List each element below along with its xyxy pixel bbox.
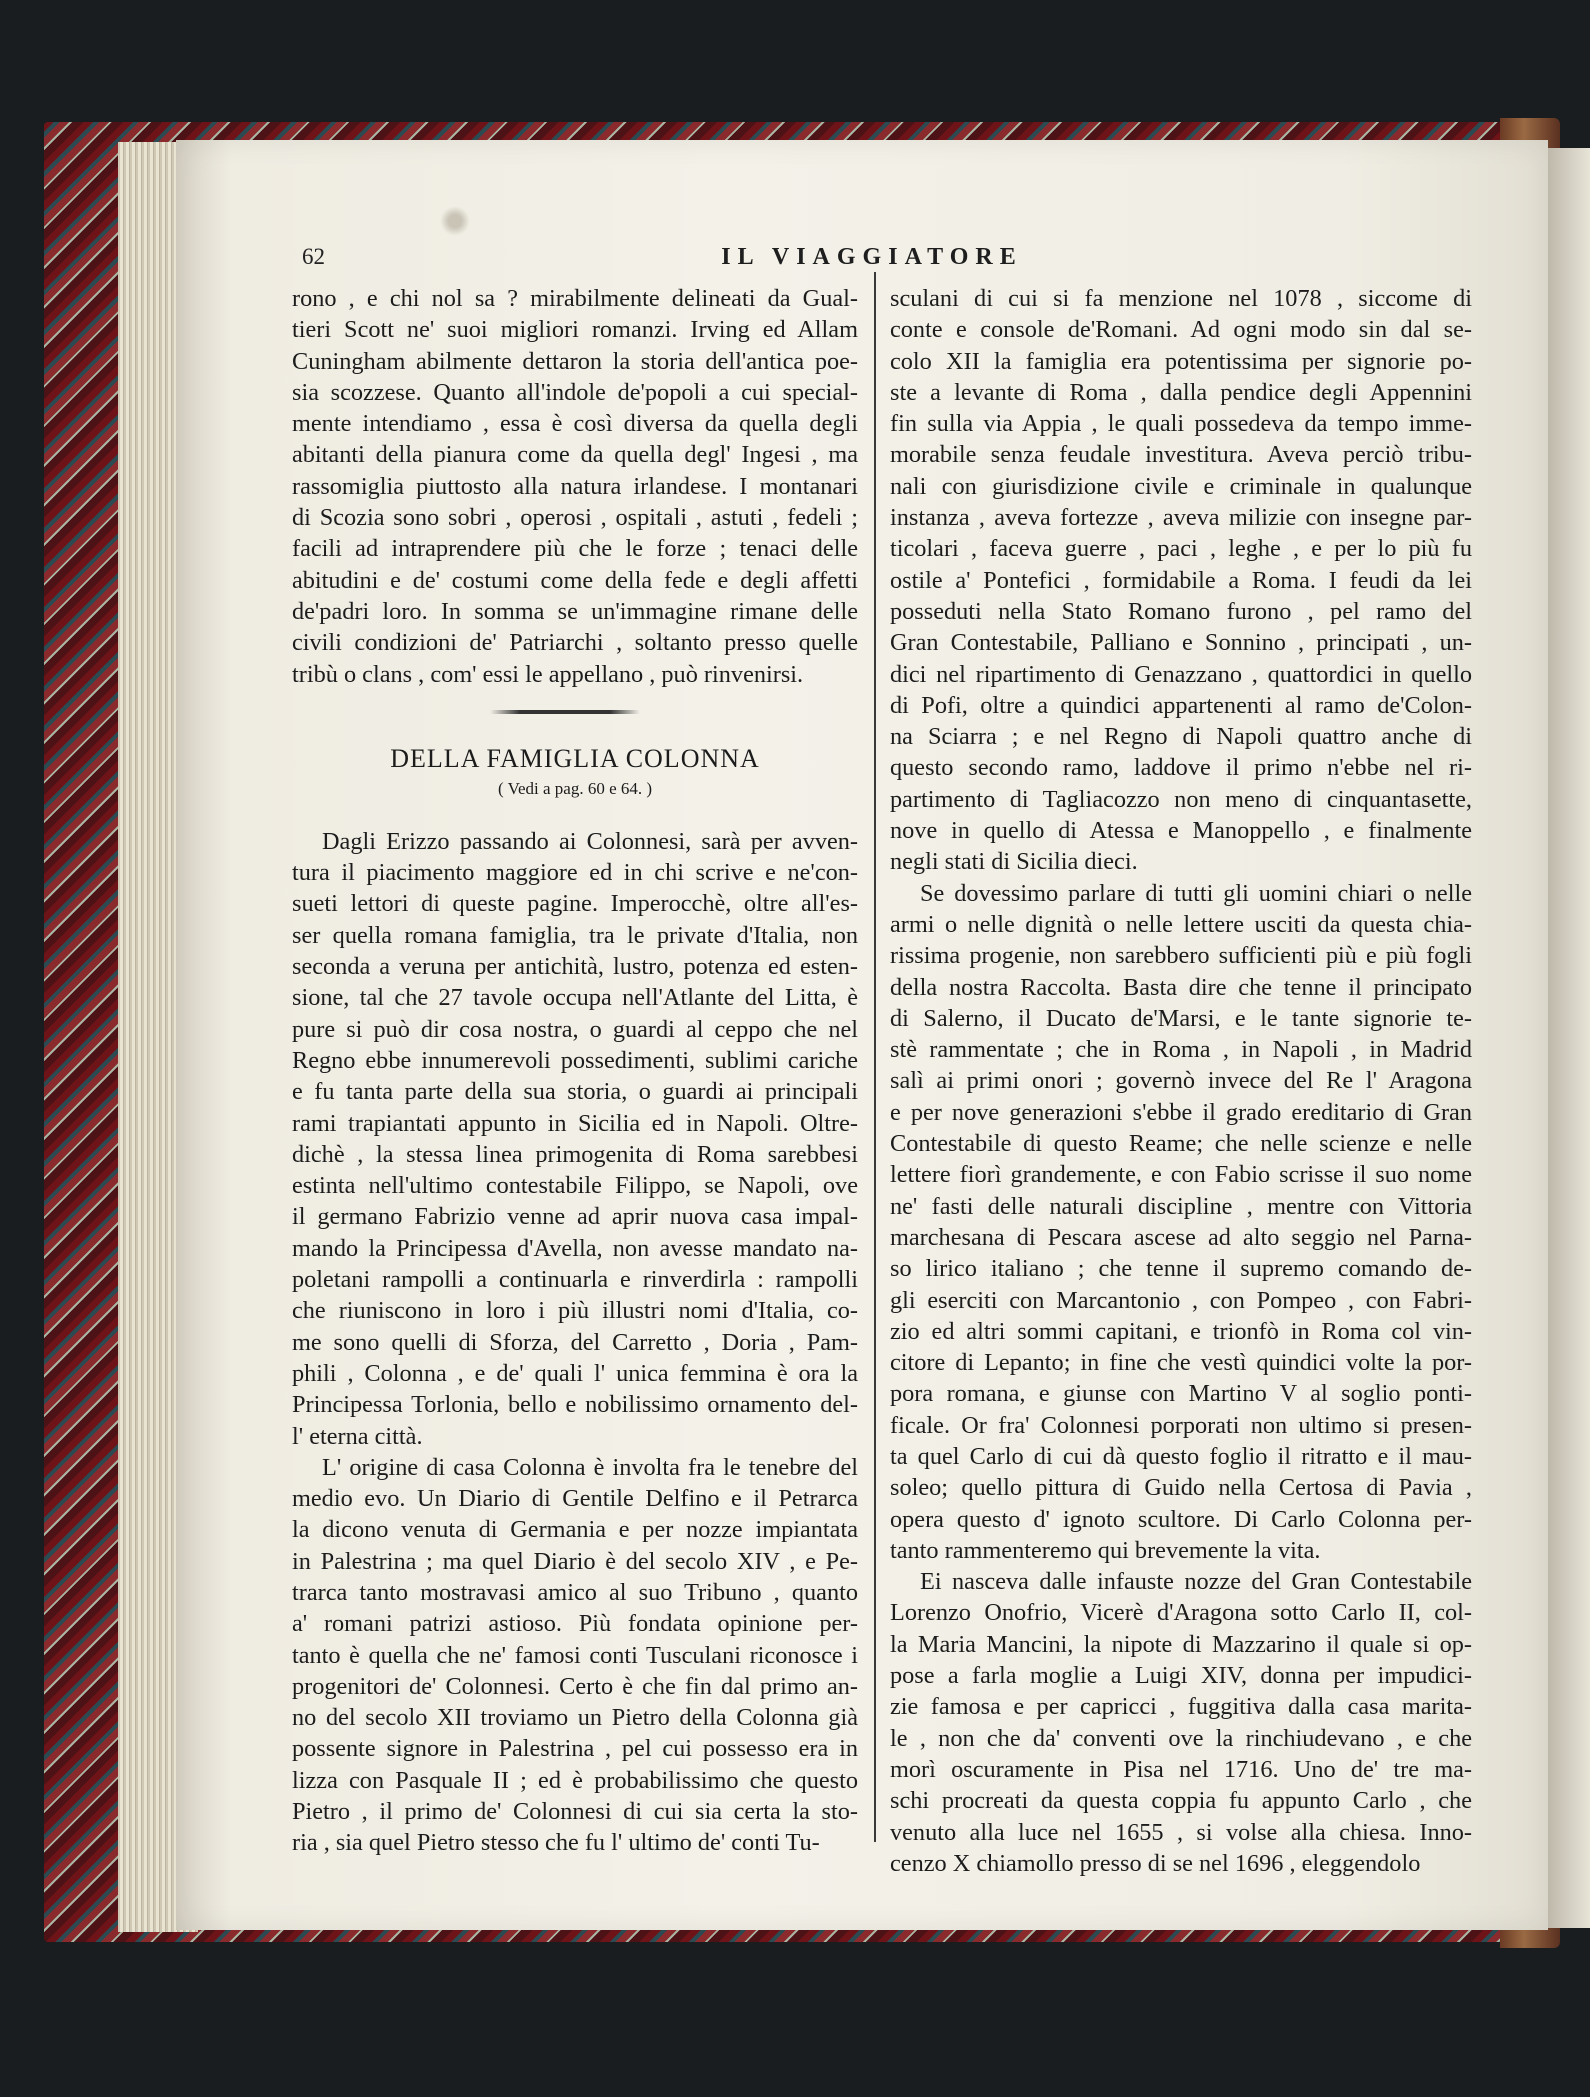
running-header bbox=[262, 242, 1482, 282]
text-line: la Maria Mancini, la nipote di Mazzarino il quale si op- bbox=[890, 1630, 1472, 1658]
text-line: le , non che da' conventi ove la rinchiudevano , e che bbox=[890, 1724, 1472, 1752]
text-line: che riuniscono in loro i più illustri nomi d'Italia, co- bbox=[292, 1297, 858, 1325]
text-line: colo XII la famiglia era potentissima per signorie po- bbox=[890, 347, 1472, 375]
text-line: di Pofi, oltre a quindici appartenenti al ramo de'Colon- bbox=[890, 691, 1472, 719]
text-line: ste a levante di Roma , dalla pendice degli Appennini bbox=[890, 378, 1472, 406]
text-line: rassomiglia piuttosto alla natura irlandese. I montanari bbox=[292, 472, 858, 500]
text-line: instanza , aveva fortezze , aveva milizie con insegne par- bbox=[890, 504, 1472, 532]
text-line: na Sciarra ; e nel Regno di Napoli quattro anche di bbox=[890, 723, 1472, 751]
text-line: sueti lettori di queste pagine. Imperocchè, oltre all'es- bbox=[292, 890, 858, 918]
text-line: abitudini e de' costumi come della fede e degli affetti bbox=[292, 566, 858, 594]
text-line: lizza con Pasquale II ; ed è probabilissimo che questo bbox=[292, 1766, 858, 1794]
text-line: rono , e chi nol sa ? mirabilmente delineati da Gual- bbox=[292, 285, 858, 312]
text-line: citore di Lepanto; in fine che vestì quindici volte la por- bbox=[890, 1349, 1472, 1377]
text-line: lettere fiorì grandemente, e con Fabio scrisse il suo nome bbox=[890, 1161, 1472, 1189]
running-title: IL VIAGGIATORE bbox=[721, 244, 1023, 270]
text-line: poletani rampolli a continuarla e rinverdirla : rampolli bbox=[292, 1266, 858, 1294]
text-line: venuto alla luce nel 1655 , si volse alla chiesa. Inno- bbox=[890, 1818, 1472, 1846]
right-column bbox=[890, 283, 1472, 1879]
text-line: nali con giurisdizione civile e criminale in qualunque bbox=[890, 472, 1472, 500]
section-reference: ( Vedi a pag. 60 e 64. ) bbox=[497, 778, 653, 798]
text-line: tieri Scott ne' suoi migliori romanzi. Irving ed Allam bbox=[292, 316, 858, 344]
facing-page-edge bbox=[1548, 148, 1590, 1928]
text-line: ficale. Or fra' Colonnesi porporati non ultimo si presen- bbox=[890, 1411, 1472, 1439]
text-line: il germano Fabrizio venne ad aprir nuova casa impal- bbox=[292, 1203, 858, 1231]
text-line: opera questo d' ignoto scultore. Di Carlo Colonna per- bbox=[890, 1505, 1472, 1533]
text-line: abitanti della pianura come da quella degl' Ingesi , ma bbox=[292, 441, 858, 469]
text-line: sculani di cui si fa menzione nel 1078 , siccome di bbox=[890, 285, 1472, 312]
text-line: dici nel ripartimento di Genazzano , quattordici in quello bbox=[890, 660, 1472, 688]
text-line: tanto è quella che ne' famosi conti Tusculani riconosce i bbox=[292, 1641, 858, 1669]
text-line: ne' fasti delle naturali discipline , mentre con Vittoria bbox=[890, 1192, 1472, 1220]
text-line: dichè , la stessa linea primogenita di Roma sarebbesi bbox=[292, 1140, 858, 1168]
text-line: mando la Principessa d'Avella, non avesse mandato na- bbox=[292, 1234, 858, 1262]
text-line: tanto rammenteremo qui brevemente la vita. bbox=[890, 1536, 1321, 1564]
text-line: e per nove generazioni s'ebbe il grado ereditario di Gran bbox=[890, 1098, 1472, 1126]
text-line: cenzo X chiamollo presso di se nel 1696 , eleggendolo bbox=[890, 1849, 1421, 1877]
text-line: tura il piacimento maggiore ed in chi scrive e ne'con- bbox=[292, 859, 858, 887]
page-number: 62 bbox=[302, 244, 325, 269]
text-line: Pietro , il primo de' Colonnesi di cui sia certa la sto- bbox=[292, 1798, 858, 1826]
text-line: a' romani patrizi astioso. Più fondata opinione per- bbox=[292, 1610, 858, 1638]
text-line: civili condizioni de' Patriarchi , soltanto presso quelle bbox=[292, 629, 858, 657]
text-line: ticolari , faceva guerre , paci , leghe , e per lo più fu bbox=[890, 535, 1472, 563]
text-line: medio evo. Un Diario di Gentile Delfino e il Petrarca bbox=[292, 1485, 858, 1513]
text-line: L' origine di casa Colonna è involta fra le tenebre del bbox=[322, 1453, 858, 1481]
text-line: stè rammentate ; che in Roma , in Napoli , in Madrid bbox=[890, 1036, 1472, 1064]
text-line: estinta nell'ultimo contestabile Filippo, se Napoli, ove bbox=[292, 1172, 858, 1200]
text-line: l' eterna città. bbox=[292, 1422, 423, 1450]
text-line: sione, tal che 27 tavole occupa nell'Atlante del Litta, è bbox=[292, 984, 858, 1012]
text-line: mente intendiamo , essa è così diversa da quella degli bbox=[292, 410, 858, 438]
text-line: Se dovessimo parlare di tutti gli uomini chiari o nelle bbox=[920, 879, 1472, 907]
text-line: zie famosa e per capricci , fuggitiva dalla casa marita- bbox=[890, 1693, 1472, 1721]
text-line: ria , sia quel Pietro stesso che fu l' ultimo de' conti Tu- bbox=[292, 1829, 820, 1857]
stain-mark bbox=[440, 206, 470, 236]
text-line: rami trapiantati appunto in Sicilia ed in Napoli. Oltre- bbox=[292, 1109, 858, 1137]
text-line: schi procreati da questa coppia fu appunto Carlo , che bbox=[890, 1787, 1472, 1815]
text-line: pora romana, e giunse con Martino V al soglio ponti- bbox=[890, 1380, 1472, 1408]
text-line: possente signore in Palestrina , pel cui possesso era in bbox=[292, 1735, 858, 1763]
text-line: phili , Colonna , e de' quali l' unica femmina è ora la bbox=[292, 1359, 858, 1387]
text-line: so lirico italiano ; che tenne il supremo comando de- bbox=[890, 1255, 1472, 1283]
text-line: tribù o clans , com' essi le appellano , può rinvenirsi. bbox=[292, 660, 804, 688]
text-line: Principessa Torlonia, bello e nobilissimo ornamento del- bbox=[292, 1391, 858, 1419]
text-line: no del secolo XII troviamo un Pietro della Colonna già bbox=[292, 1704, 858, 1732]
text-line: soleo; quello pittura di Guido nella Certosa di Pavia , bbox=[890, 1474, 1472, 1502]
text-line: armi o nelle dignità o nelle lettere usciti da questa chia- bbox=[890, 910, 1472, 938]
left-column bbox=[292, 283, 858, 1859]
text-line: ta quel Carlo di cui dà questo foglio il ritratto e il mau- bbox=[890, 1442, 1472, 1470]
text-line: progenitori de' Colonnesi. Certo è che fin dal primo an- bbox=[292, 1672, 858, 1700]
text-line: sia scozzese. Quanto all'indole de'popoli a cui special- bbox=[292, 378, 858, 406]
section-ornament bbox=[292, 690, 858, 742]
text-line: de'padri loro. In somma se un'immagine rimane delle bbox=[292, 597, 858, 625]
text-line: ser quella romana famiglia, tra le private d'Italia, non bbox=[292, 921, 858, 949]
text-line: marchesana di Pescara ascese ad alto seggio nel Parna- bbox=[890, 1223, 1472, 1251]
text-line: Lorenzo Onofrio, Vicerè d'Aragona sotto Carlo II, col- bbox=[890, 1599, 1472, 1627]
text-line: la dicono venuta di Germania e per nozze impiantata bbox=[292, 1516, 858, 1544]
text-line: di Scozia sono sobri , operosi , ospitali , astuti , fedeli ; bbox=[292, 504, 858, 532]
text-line: di Salerno, il Ducato de'Marsi, e le tante signorie te- bbox=[890, 1004, 1472, 1032]
section-title: DELLA FAMIGLIA COLONNA bbox=[390, 743, 760, 773]
text-line: Gran Contestabile, Palliano e Sonnino , principati , un- bbox=[890, 629, 1472, 657]
text-line: rissima progenie, non sarebbero sufficienti più e più fogli bbox=[890, 942, 1472, 970]
text-line: pure si può dir cosa nostra, o guardi al ceppo che nel bbox=[292, 1015, 858, 1043]
text-line: facili ad intraprendere più che le forze ; tenaci delle bbox=[292, 535, 858, 563]
text-line: posseduti nella Stato Romano furono , pel ramo del bbox=[890, 597, 1472, 625]
text-line: Cuningham abilmente dettaron la storia dell'antica poe- bbox=[292, 347, 858, 375]
text-line: questo secondo ramo, laddove il primo n'ebbe nel ri- bbox=[890, 754, 1472, 782]
text-line: Ei nasceva dalle infauste nozze del Gran Contestabile bbox=[920, 1568, 1472, 1596]
text-line: gli eserciti con Marcantonio , con Pompeo , con Fabri- bbox=[890, 1286, 1472, 1314]
text-line: in Palestrina ; ma quel Diario è del secolo XIV , e Pe- bbox=[292, 1547, 858, 1575]
text-line: me sono quelli di Sforza, del Carretto , Doria , Pam- bbox=[292, 1328, 858, 1356]
text-line: fin sulla via Appia , le quali possedeva da tempo imme- bbox=[890, 410, 1472, 438]
text-line: conte e console de'Romani. Ad ogni modo sin dal se- bbox=[890, 316, 1472, 344]
text-line: Contestabile di questo Reame; che nelle scienze e nelle bbox=[890, 1130, 1472, 1158]
text-line: seconda a veruna per antichità, lustro, potenza ed esten- bbox=[292, 953, 858, 981]
text-line: ostile a' Pontefici , formidabile a Roma. I feudi da lei bbox=[890, 566, 1472, 594]
text-line: partimento di Tagliacozzo non meno di cinquantasette, bbox=[890, 785, 1472, 813]
text-line: e fu tanta parte della sua storia, o guardi ai principali bbox=[292, 1078, 858, 1106]
text-line: zio ed altri sommi capitani, e trionfò in Roma col vin- bbox=[890, 1317, 1472, 1345]
text-line: della nostra Raccolta. Basta dire che tenne il principato bbox=[890, 973, 1472, 1001]
text-line: trarca tanto mostravasi amico al suo Tribuno , quanto bbox=[292, 1578, 858, 1606]
text-line: Regno ebbe innumerevoli possedimenti, sublimi cariche bbox=[292, 1046, 858, 1074]
text-line: morì oscuramente in Pisa nel 1716. Uno de' tre ma- bbox=[890, 1755, 1472, 1783]
text-line: Dagli Erizzo passando ai Colonnesi, sarà per avven- bbox=[322, 827, 858, 855]
column-rule bbox=[874, 272, 876, 1842]
text-line: morabile senza feudale investitura. Aveva perciò tribu- bbox=[890, 441, 1472, 469]
text-line: salì ai primi onori ; governò invece del Re l' Aragona bbox=[890, 1067, 1472, 1095]
text-line: nove in quello di Atessa e Manoppello , e finalmente bbox=[890, 817, 1472, 845]
text-line: pose a farla moglie a Luigi XIV, donna per impudici- bbox=[890, 1662, 1472, 1690]
text-line: negli stati di Sicilia dieci. bbox=[890, 848, 1138, 876]
